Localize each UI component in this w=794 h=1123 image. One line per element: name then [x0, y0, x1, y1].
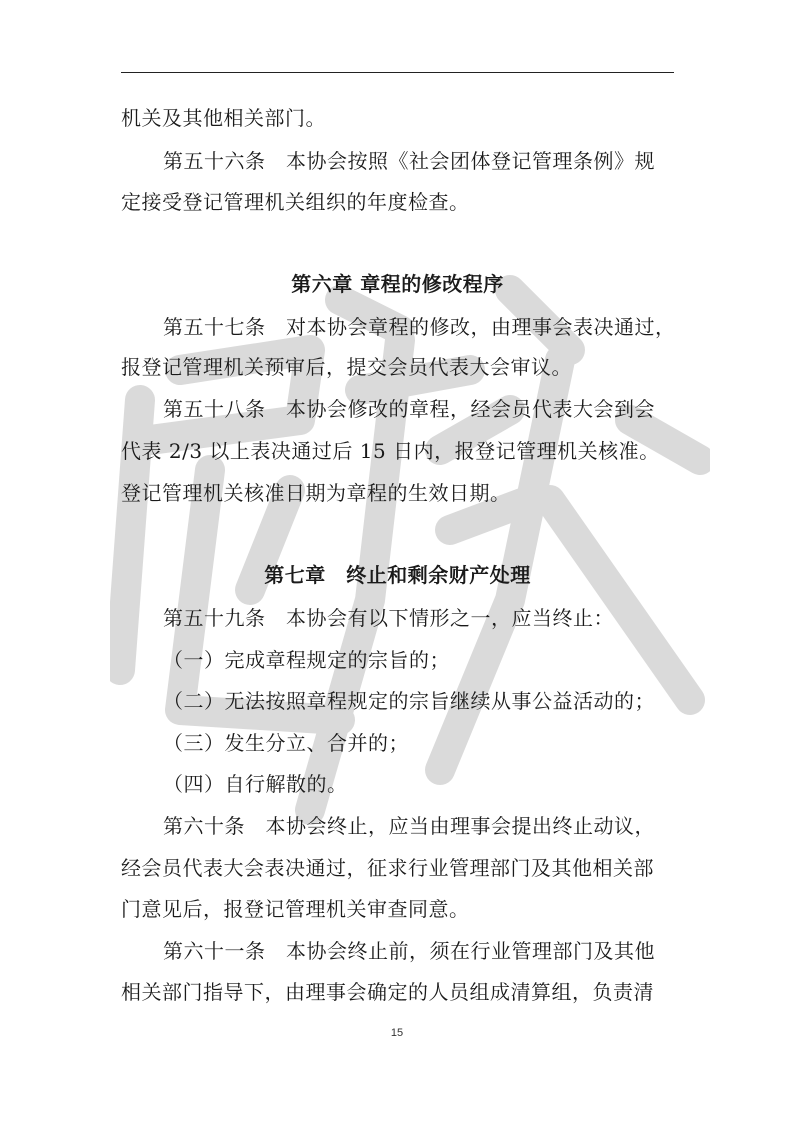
list-item-3: （三）发生分立、合并的；	[163, 731, 409, 755]
list-item-1: （一）完成章程规定的宗旨的；	[163, 648, 450, 672]
header-rule	[121, 72, 674, 73]
article-61-line-2: 相关部门指导下，由理事会确定的人员组成清算组，负责清	[121, 980, 654, 1004]
article-58-line-3: 登记管理机关核准日期为章程的生效日期。	[121, 481, 511, 505]
paragraph-line: 机关及其他相关部门。	[121, 106, 326, 130]
list-item-4: （四）自行解散的。	[163, 772, 348, 796]
article-58-line-2: 代表 2/3 以上表决通过后 15 日内，报登记管理机关核准。	[121, 439, 660, 463]
chapter-6-heading: 第六章 章程的修改程序	[291, 272, 504, 296]
article-57-line-2: 报登记管理机关预审后，提交会员代表大会审议。	[121, 355, 572, 379]
watermark-stroke-12	[550, 500, 690, 700]
chapter-7-heading: 第七章 终止和剩余财产处理	[264, 563, 531, 587]
article-59-line-1: 第五十九条 本协会有以下情形之一，应当终止：	[163, 606, 614, 630]
watermark-stroke-3	[180, 470, 340, 720]
article-60-line-3: 门意见后，报登记管理机关审查同意。	[121, 897, 470, 921]
article-58-line-1: 第五十八条 本协会修改的章程，经会员代表大会到会	[163, 397, 655, 421]
article-56-line-2: 定接受登记管理机关组织的年度检查。	[121, 190, 470, 214]
page-number: 15	[390, 1027, 404, 1039]
article-57-line-1: 第五十七条 对本协会章程的修改，由理事会表决通过，	[163, 315, 676, 339]
list-item-2: （二）无法按照章程规定的宗旨继续从事公益活动的；	[163, 689, 655, 713]
article-56-line-1: 第五十六条 本协会按照《社会团体登记管理条例》规	[163, 149, 655, 173]
article-60-line-2: 经会员代表大会表决通过，征求行业管理部门及其他相关部	[121, 856, 654, 880]
article-61-line-1: 第六十一条 本协会终止前，须在行业管理部门及其他	[163, 939, 655, 963]
article-60-line-1: 第六十条 本协会终止，应当由理事会提出终止动议，	[163, 814, 655, 838]
